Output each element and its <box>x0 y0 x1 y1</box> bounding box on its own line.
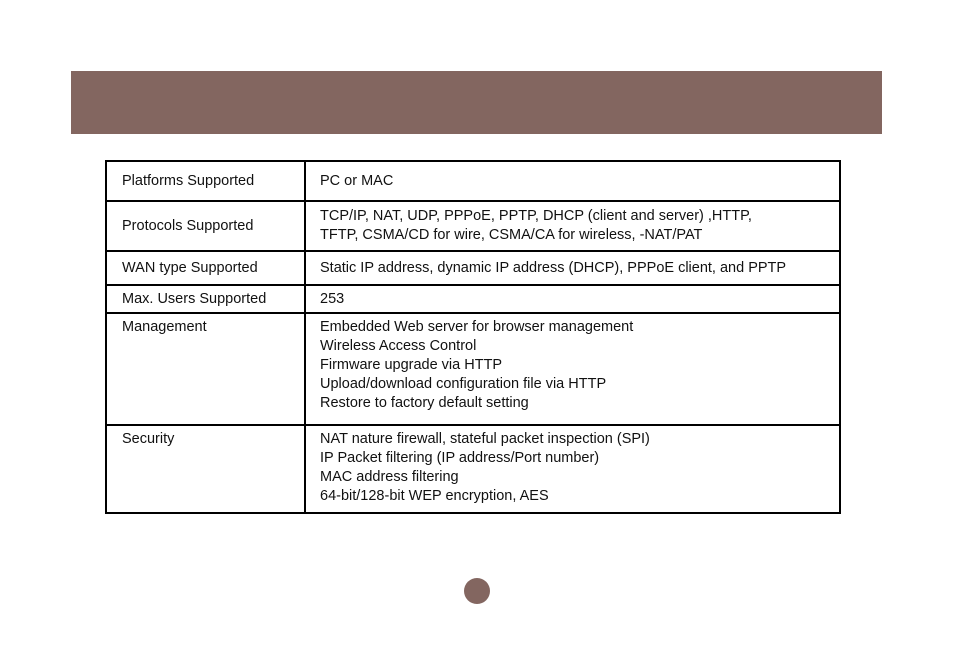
spec-value-line: Embedded Web server for browser management <box>320 319 634 335</box>
spec-value-line: Firmware upgrade via HTTP <box>320 357 503 373</box>
spec-value <box>305 201 840 251</box>
spec-value-line: TFTP, CSMA/CD for wire, CSMA/CA for wireless, -NAT/PAT <box>320 227 703 243</box>
spec-row-management <box>106 313 840 425</box>
spec-value <box>305 251 840 285</box>
spec-label: WAN type Supported <box>106 251 305 285</box>
spec-label: Protocols Supported <box>106 201 305 251</box>
spec-value-line: Upload/download configuration file via HTTP <box>320 376 607 392</box>
spec-value-line: 253 <box>320 290 345 307</box>
spec-value-line: TCP/IP, NAT, UDP, PPPoE, PPTP, DHCP (client and server) ,HTTP, <box>320 208 752 224</box>
spec-label: Max. Users Supported <box>106 285 305 313</box>
spec-value-line: Restore to factory default setting <box>320 395 529 411</box>
spec-label: Management <box>106 313 305 425</box>
spec-value <box>305 161 840 201</box>
spec-value-line: PC or MAC <box>320 172 394 189</box>
spec-row-protocols <box>106 201 840 251</box>
spec-value-line: Wireless Access Control <box>320 338 477 354</box>
spec-row-max-users <box>106 285 840 313</box>
page-marker-dot <box>464 578 490 604</box>
spec-value-line: 64-bit/128-bit WEP encryption, AES <box>320 488 549 504</box>
spec-value-line: NAT nature firewall, stateful packet inspection (SPI) <box>320 431 650 447</box>
spec-label: Security <box>106 425 305 513</box>
spec-value <box>305 313 840 425</box>
spec-row-wan-type <box>106 251 840 285</box>
spec-label: Platforms Supported <box>106 161 305 201</box>
spec-value <box>305 425 840 513</box>
spec-row-security <box>106 425 840 513</box>
header-band <box>71 71 882 134</box>
spec-row-platforms <box>106 161 840 201</box>
spec-value-line: IP Packet filtering (IP address/Port number) <box>320 450 600 466</box>
spec-value <box>305 285 840 313</box>
specifications-table <box>105 160 841 514</box>
spec-value-line: MAC address filtering <box>320 469 459 485</box>
spec-value-line: Static IP address, dynamic IP address (DHCP), PPPoE client, and PPTP <box>320 259 787 276</box>
